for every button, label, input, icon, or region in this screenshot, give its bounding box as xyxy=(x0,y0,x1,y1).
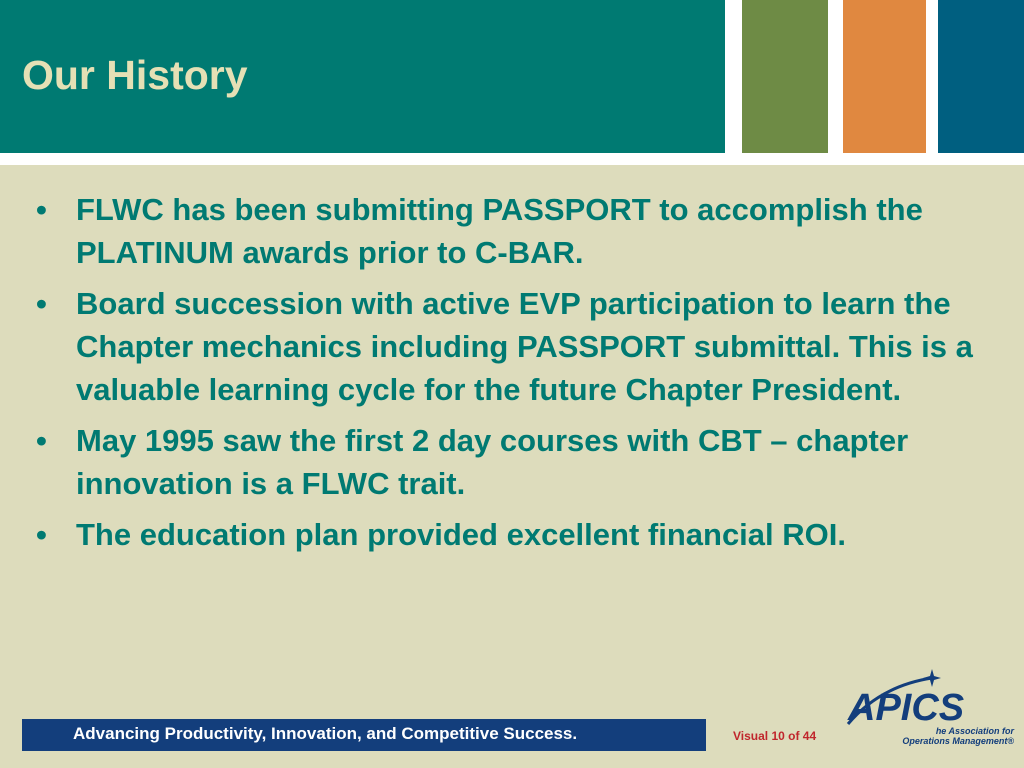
bullet-dot-icon: • xyxy=(36,423,47,458)
blue-accent-block xyxy=(938,0,1024,153)
bullet-dot-icon: • xyxy=(36,286,47,321)
logo-star-icon xyxy=(923,669,941,687)
bullet-item xyxy=(36,282,996,411)
bullet-item xyxy=(36,419,996,505)
slide-counter: Visual 10 of 44 xyxy=(733,729,817,743)
slide-header xyxy=(0,0,1024,165)
slide-title: Our History xyxy=(22,52,248,98)
logo-tagline-line1: he Association for xyxy=(935,726,1014,736)
bullet-text: The education plan provided excellent financial ROI. xyxy=(76,517,846,552)
logo-tagline-line2: Operations Management® xyxy=(902,736,1014,746)
bullet-dot-icon: • xyxy=(36,192,47,227)
bullet-text: May 1995 saw the first 2 day courses with CBT – chapter innovation is a FLWC trait. xyxy=(76,423,909,501)
title-banner xyxy=(0,0,725,153)
green-accent-block xyxy=(742,0,828,153)
bullet-list xyxy=(36,188,996,564)
bullet-text: FLWC has been submitting PASSPORT to accomplish the PLATINUM awards prior to C-BAR. xyxy=(76,192,923,270)
bullet-dot-icon: • xyxy=(36,517,47,552)
bullet-item xyxy=(36,513,996,556)
logo-tagline xyxy=(874,726,1014,746)
footer-slogan: Advancing Productivity, Innovation, and Competitive Success. xyxy=(73,724,578,743)
footer-bar xyxy=(22,719,706,751)
orange-accent-block xyxy=(843,0,926,153)
logo-wordmark: APICS xyxy=(848,687,965,729)
bullet-text: Board succession with active EVP participation to learn the Chapter mechanics including PASSPORT submittal. This is a valuable learning cycle for the future Chapter President. xyxy=(76,286,973,407)
bullet-item xyxy=(36,188,996,274)
